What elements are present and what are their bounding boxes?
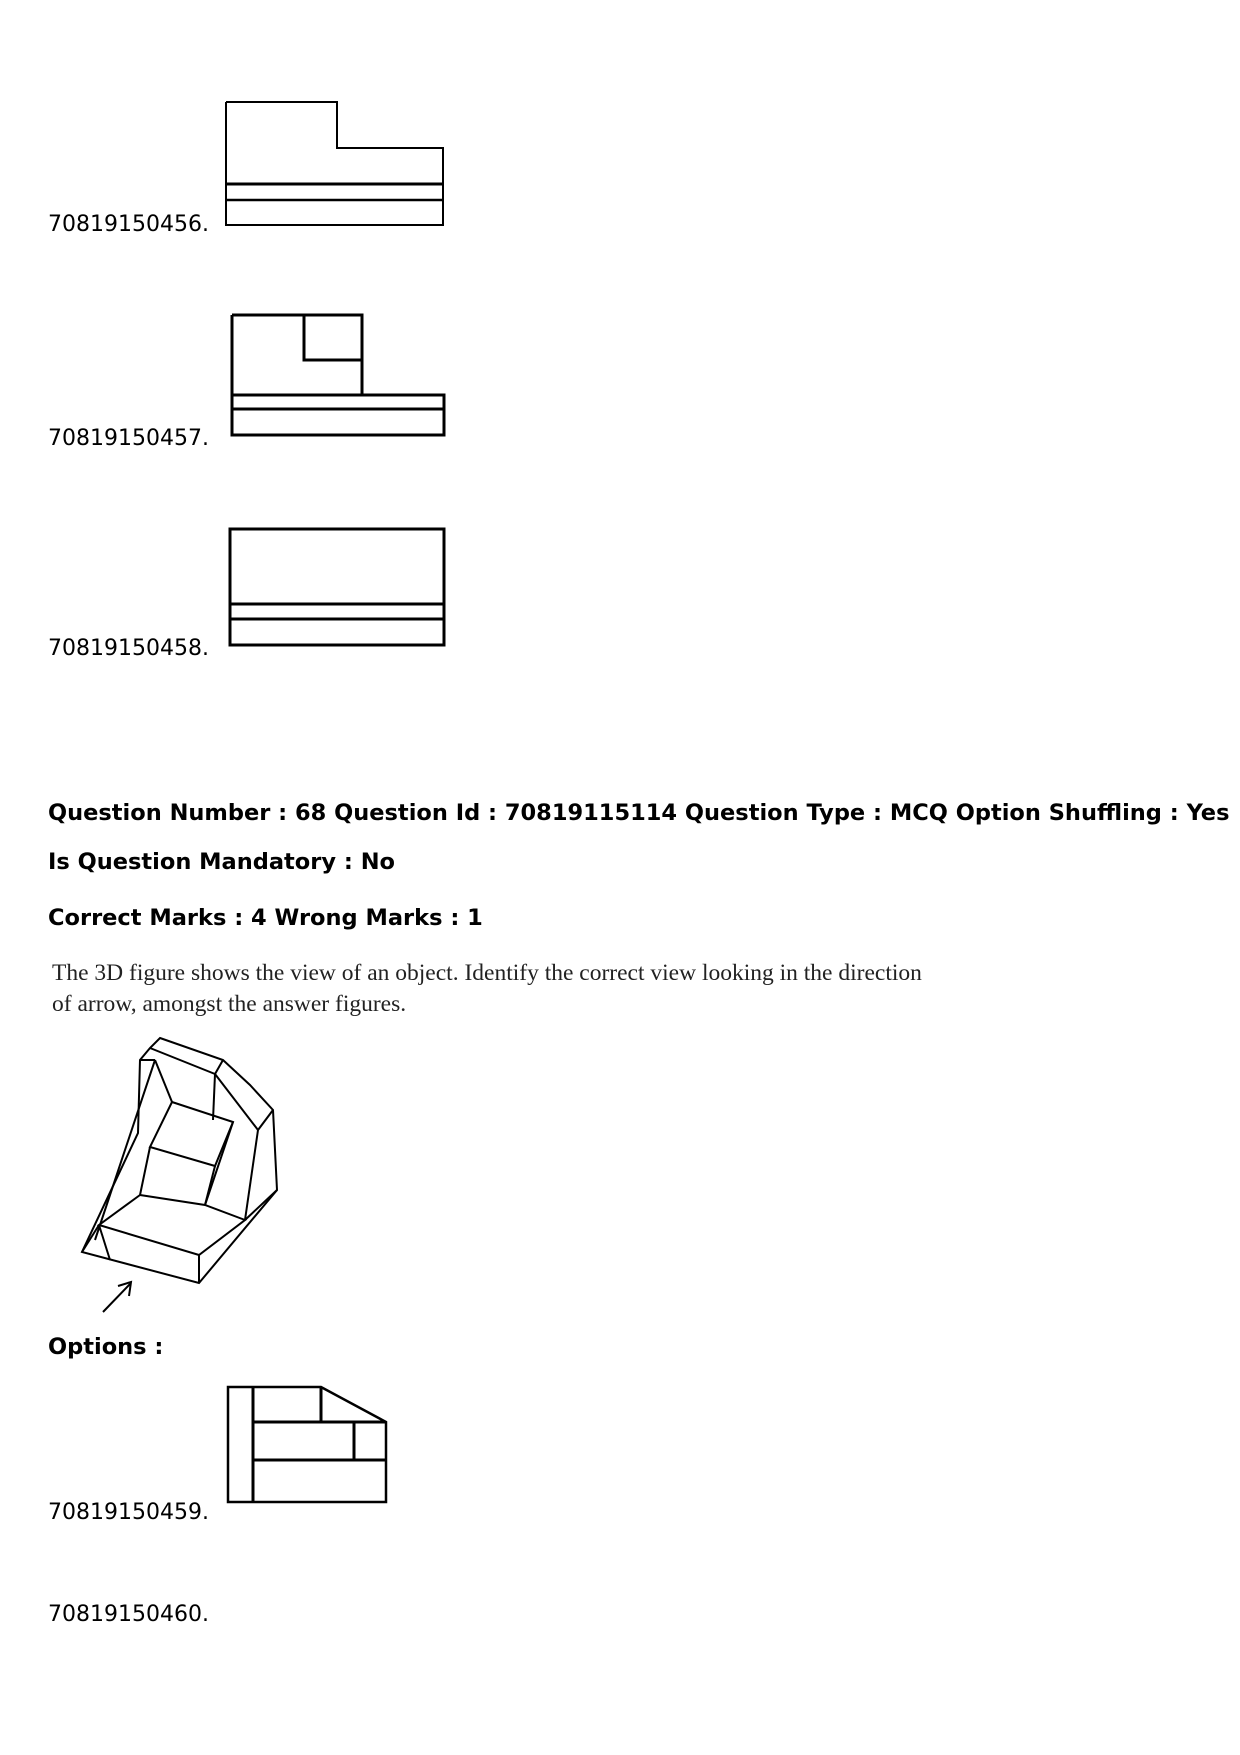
options-label: Options : [48,1334,164,1360]
question-text [52,958,922,1020]
question-marks: Correct Marks : 4 Wrong Marks : 1 [48,905,483,931]
option-id: 70819150458. [48,636,209,661]
question-meta: Question Number : 68 Question Id : 70819115114 Question Type : MCQ Option Shuffling : Yes [48,800,1230,826]
question-3d-figure [55,1030,295,1320]
question-mandatory: Is Question Mandatory : No [48,849,395,875]
question-text-line-2: of arrow, amongst the answer figures. [52,991,407,1017]
option-id: 70819150457. [48,426,209,451]
option-figure [224,100,446,228]
option-id: 70819150456. [48,212,209,237]
question-text-line-1: The 3D figure shows the view of an object. Identify the correct view looking in the direction [52,960,922,986]
option-figure [226,1385,390,1505]
option-id: 70819150459. [48,1500,209,1525]
option-figure [230,313,448,439]
option-id: 70819150460. [48,1602,209,1627]
option-figure [228,527,448,649]
